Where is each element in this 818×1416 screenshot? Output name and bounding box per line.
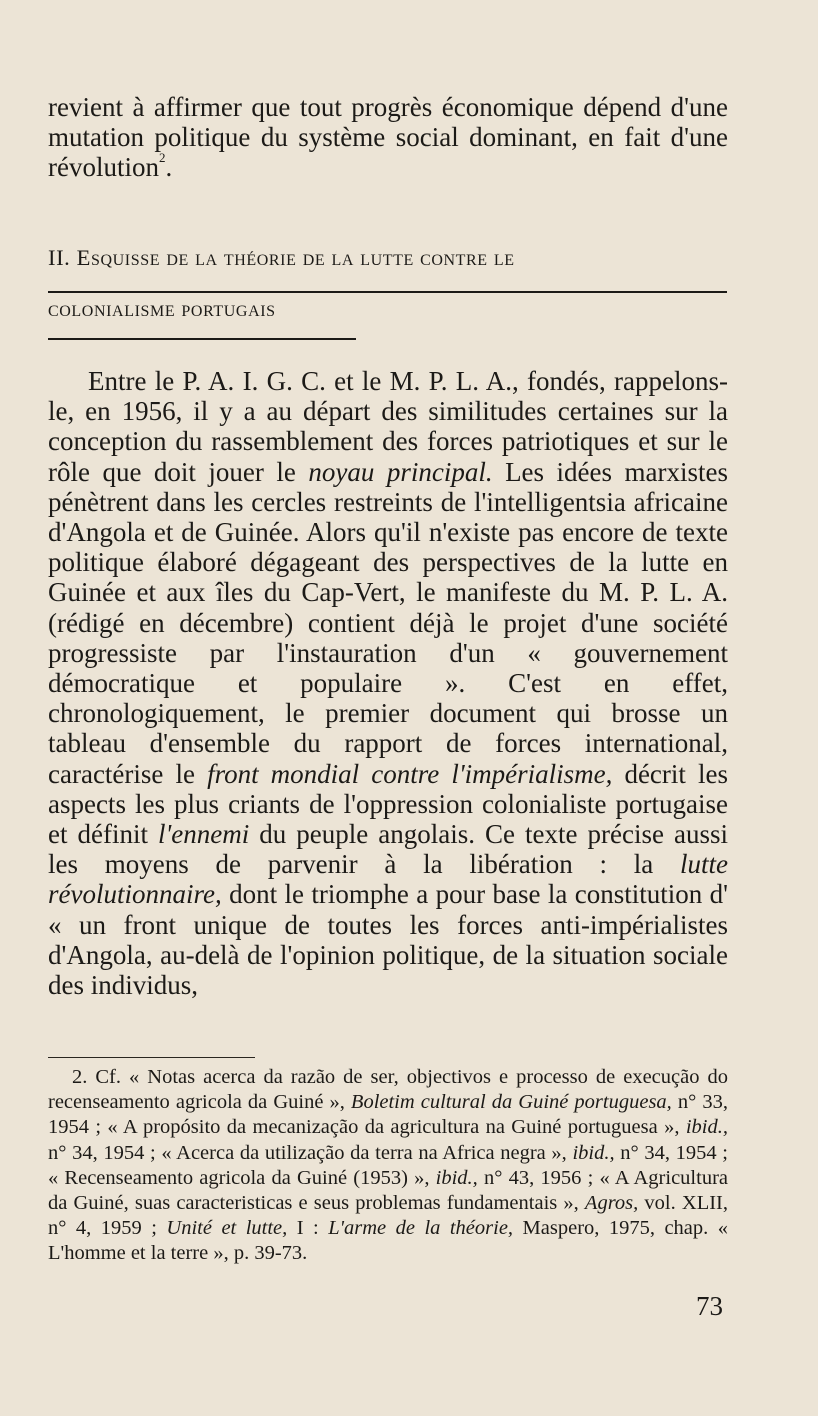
main-text-1: Entre le P. A. I. G. C. et le M. P. L. A., fondés, rappelons-le, en 1956, il y a au départ des similitudes certaines sur la conception du rassemblement des forces patriotiques et sur le rôle que doit jouer le: [48, 366, 728, 487]
footnote-text-g: n° 34, 1954 ; « Recenseamento agricola da Guiné (1953) »,: [48, 1141, 728, 1189]
main-text-4: du peuple angolais. Ce texte précise aussi les moyens de parvenir à la libération : la: [48, 819, 728, 880]
main-text-5: dont le triomphe a pour base la constitution d' « un front unique de toutes les forces anti-impérialistes d'Angola, au-delà de l'opinion politique, de la situation sociale des individus,: [48, 879, 728, 1001]
footnote-reference: 2: [158, 150, 166, 166]
main-italic-article: l': [158, 819, 172, 850]
footnote-text-c: n° 33, 1954 ; « A propósito da mecanização da agricultura na Guiné portuguesa »,: [48, 1091, 728, 1139]
section-title-line1: Esquisse de la théorie de la lutte contre le: [76, 245, 515, 270]
footnote-text-o: Maspero, 1975, chap. « L'homme et la terre », p. 39-73.: [48, 1217, 729, 1265]
footnote-italic-b: Boletim cultural da Guiné portuguesa,: [350, 1091, 672, 1114]
footnote: [48, 1065, 728, 1267]
footnote-text-e: n° 34, 1954 ; « Acerca da utilização da terra na Africa negra »,: [48, 1141, 573, 1164]
section-title-line2: colonialisme portugais: [48, 296, 276, 321]
main-italic-2: front mondial contre l'impérialisme,: [207, 758, 613, 789]
footnote-italic-f: ibid.,: [572, 1141, 615, 1164]
footnote-italic-n: L'arme de la théorie,: [328, 1217, 514, 1240]
footnote-number: 2.: [72, 1066, 88, 1088]
footnote-italic-h: ibid.,: [435, 1166, 478, 1189]
main-text-2: Les idées marxistes pénètrent dans les cercles restreints de l'intelligentsia africaine d'Angola et de Guinée. Alors qu'il n'existe pas encore de texte politique élaboré dégageant des perspectives de la lutte en Guinée et aux îles du Cap-Vert, le manifeste du M. P. L. A. (rédigé en décembre) contient déjà le projet d'une société progressiste par l'instauration d'un « gouvernement démocratique et populaire ». C'est en effet, chronologiquement, le premier document qui brosse un tableau d'ensemble du rapport de forces international, caractérise le: [48, 456, 728, 789]
main-paragraph: [48, 366, 728, 1000]
footnote-text-k: vol. XLII, n° 4, 1959 ;: [48, 1192, 728, 1240]
footnote-italic-j: Agros,: [584, 1192, 639, 1215]
section-number: II.: [48, 245, 71, 270]
section-heading-line2: [48, 296, 728, 322]
footnote-italic-d: ibid.,: [685, 1116, 728, 1139]
main-italic-1: noyau principal.: [308, 456, 493, 487]
footnote-italic-l: Unité et lutte,: [166, 1217, 288, 1240]
footnote-separator: [48, 1057, 255, 1058]
intro-text: revient à affirmer que tout progrès économique dépend d'une mutation politique du système social dominant, en fait d'une révolution: [48, 92, 728, 183]
main-italic-4: lutte révolutionnaire,: [48, 849, 728, 910]
main-text-3: décrit les aspects les plus criants de l'oppression colonialiste portugaise et définit: [48, 758, 728, 850]
footnote-text-m: I :: [287, 1217, 329, 1240]
footnote-text-a: Cf. « Notas acerca da razão de ser, objectivos e processo de execução do recenseamento agricola da Guiné »,: [48, 1066, 728, 1114]
page-number: 73: [696, 1291, 723, 1321]
intro-paragraph: [48, 92, 728, 183]
footnote-text-i: n° 43, 1956 ; « A Agricultura da Guiné, suas caracteristicas e seus problemas fundamentais »,: [48, 1166, 729, 1215]
section-heading-line1: [48, 245, 728, 271]
main-italic-3: ennemi: [171, 819, 250, 850]
heading-underline-1: [48, 291, 727, 293]
intro-end: .: [165, 152, 173, 183]
heading-underline-2: [48, 338, 356, 340]
